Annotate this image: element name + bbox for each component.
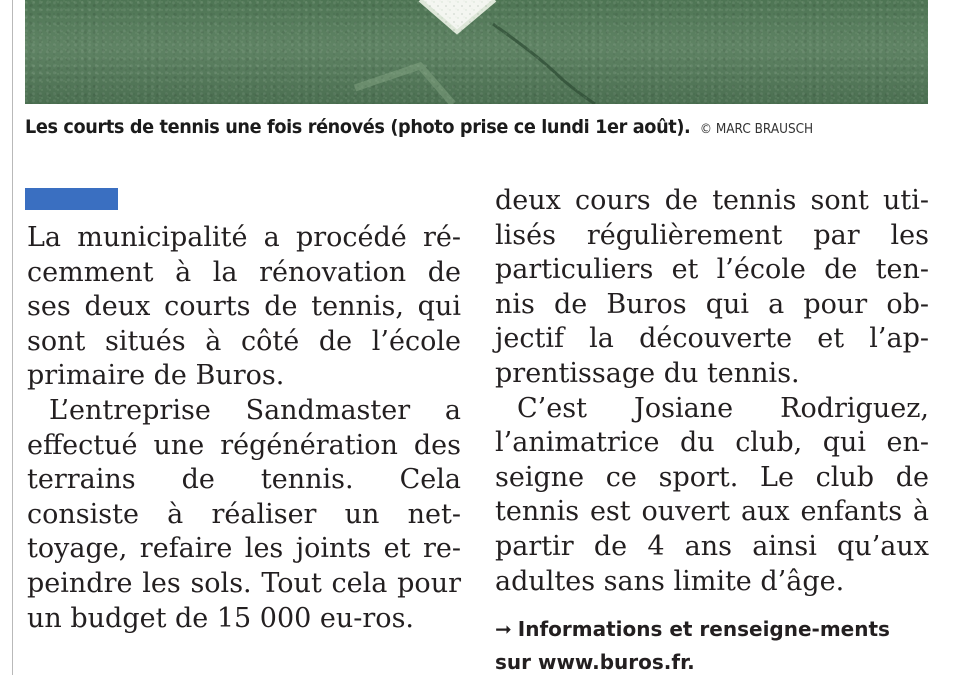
caption-text: Les courts de tennis une fois rénovés (photo prise ce lundi 1er août). <box>25 116 691 138</box>
article-paragraph: C’est Josiane Rodriguez, l’animatrice du club, qui en-seigne ce sport. Le club de tennis est ouvert aux enfants à partir de 4 ans ainsi qu’aux adultes sans limite d’âge. <box>495 392 929 597</box>
court-texture <box>25 0 928 104</box>
article-paragraph: La municipalité a procédé ré-cemment à la rénovation de ses deux courts de tennis, qui sont situés à côté de l’école primaire de Buros. <box>27 222 461 392</box>
photo-caption <box>25 116 862 138</box>
left-column-rule <box>12 0 13 675</box>
article-right-column <box>495 184 929 599</box>
photo-credit: © MARC BRAUSCH <box>699 122 814 137</box>
article-paragraph: deux cours de tennis sont uti-lisés régulièrement par les particuliers et l’école de ten-nis de Buros qui a pour ob-jectif la découverte et l’ap-prentissage du tennis. <box>495 185 929 389</box>
article-paragraph: L’entreprise Sandmaster a effectué une régénération des terrains de tennis. Cela consiste à réaliser un net-toyage, refaire les joints et re-peindre les sols. Tout cela pour un budget de 15 000 eu-ros. <box>27 394 461 634</box>
information-text: Informations et renseigne-ments sur www.buros.fr. <box>495 617 890 674</box>
tennis-court-photo-graphic <box>25 0 928 104</box>
article-left-column <box>27 221 461 636</box>
article-accent-bar <box>25 188 118 210</box>
arrow-right-icon: ➞ <box>495 617 512 641</box>
tennis-court-photo <box>25 0 928 104</box>
information-note <box>495 613 929 679</box>
